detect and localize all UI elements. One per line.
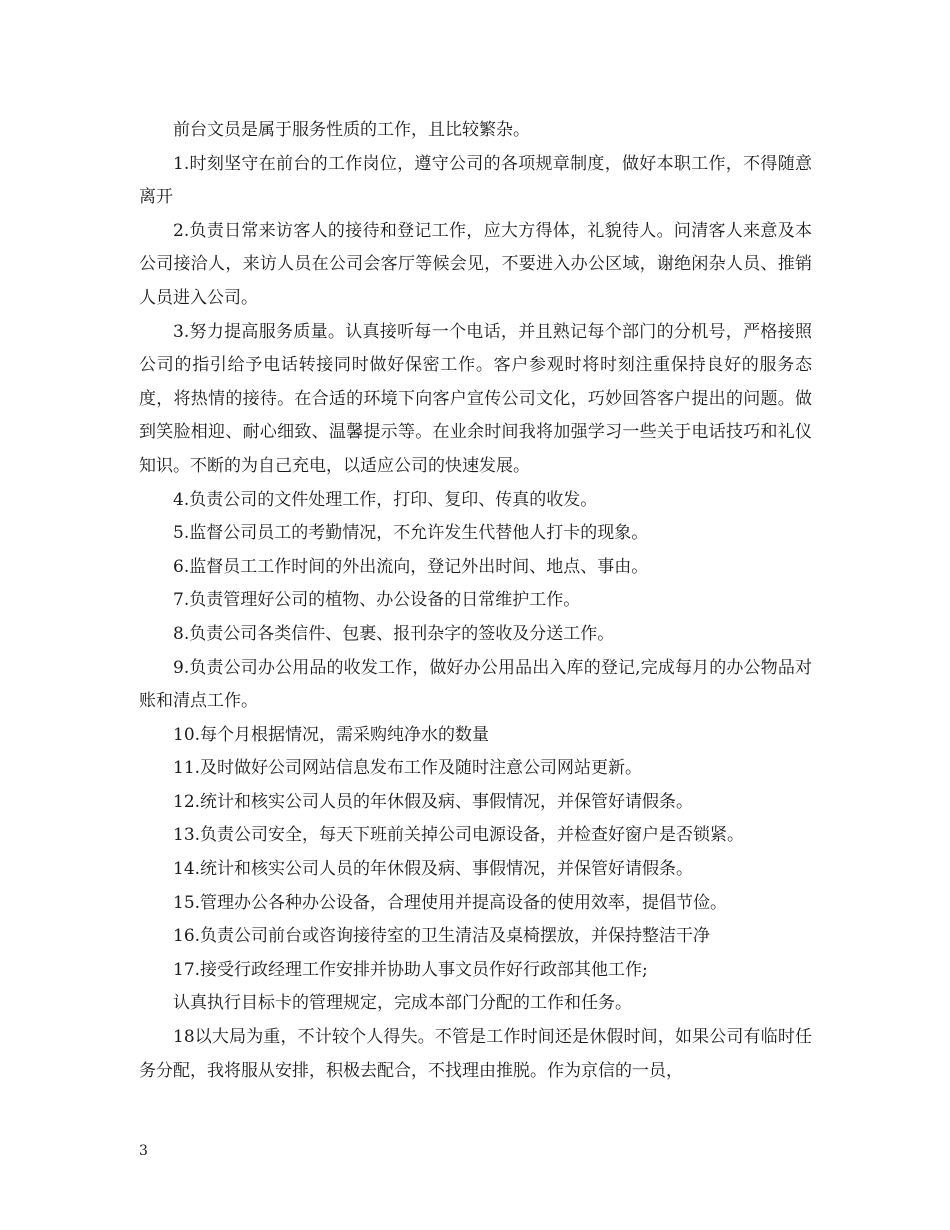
page-number: 3 [139,1143,148,1159]
paragraph-item-18: 18以大局为重，不计较个人得失。不管是工作时间还是休假时间，如果公司有临时任务分配，我将服从安排，积极去配合，不找理由推脱。作为京信的一员， [139,1027,812,1081]
paragraph-item-3: 3.努力提高服务质量。认真接听每一个电话，并且熟记每个部门的分机号，严格接照公司的指引给予电话转接同时做好保密工作。客户参观时将时刻注重保持良好的服务态度，将热情的接待。在合适的环境下向客户宣传公司文化，巧妙回答客户提出的问题。做到笑脸相迎、耐心细致、温馨提示等。在业余时间我将加强学习一些关于电话技巧和礼仪知识。不断的为自己充电，以适应公司的快速发展。 [139,321,812,476]
paragraph-item-17: 17.接受行政经理工作安排并协助人事文员作好行政部其他工作; [173,959,648,980]
paragraph-item-16: 16.负责公司前台或咨询接待室的卫生清洁及桌椅摆放，并保持整洁干净 [173,926,711,947]
paragraph-item-2: 2.负责日常来访客人的接待和登记工作，应大方得体，礼貌待人。问清客人来意及本公司接洽人，来访人员在公司会客厅等候会见，不要进入办公区域，谢绝闲杂人员、推销人员进入公司。 [139,220,812,308]
paragraph-item-14: 14.统计和核实公司人员的年休假及病、事假情况，并保管好请假条。 [173,859,694,880]
paragraph-item-15: 15.管理办公各种办公设备，合理使用并提高设备的使用效率，提倡节俭。 [173,892,728,913]
document-body [139,114,812,1088]
paragraph-item-7: 7.负责管理好公司的植物、办公设备的日常维护工作。 [173,590,581,611]
paragraph-item-11: 11.及时做好公司网站信息发布工作及随时注意公司网站更新。 [173,758,643,779]
paragraph-intro: 前台文员是属于服务性质的工作，且比较繁杂。 [173,120,530,140]
paragraph-target-card: 认真执行目标卡的管理规定，完成本部门分配的工作和任务。 [173,993,632,1014]
paragraph-item-4: 4.负责公司的文件处理工作，打印、复印、传真的收发。 [173,489,598,510]
paragraph-item-9: 9.负责公司办公用品的收发工作，做好办公用品出入库的登记,完成每月的办公物品对账和清点工作。 [139,657,812,712]
paragraph-item-6: 6.监督员工工作时间的外出流向，登记外出时间、地点、事由。 [173,556,649,577]
paragraph-item-1: 1.时刻坚守在前台的工作岗位，遵守公司的各项规章制度，做好本职工作，不得随意离开 [139,153,812,208]
paragraph-item-8: 8.负责公司各类信件、包裹、报刊杂字的签收及分送工作。 [173,623,615,644]
paragraph-item-13: 13.负责公司安全，每天下班前关掉公司电源设备，并检查好窗户是否锁紧。 [173,825,745,846]
paragraph-item-10: 10.每个月根据情况，需采购纯净水的数量 [173,724,490,745]
paragraph-item-5: 5.监督公司员工的考勤情况，不允许发生代替他人打卡的现象。 [173,523,649,544]
paragraph-item-12: 12.统计和核实公司人员的年休假及病、事假情况，并保管好请假条。 [173,791,694,812]
